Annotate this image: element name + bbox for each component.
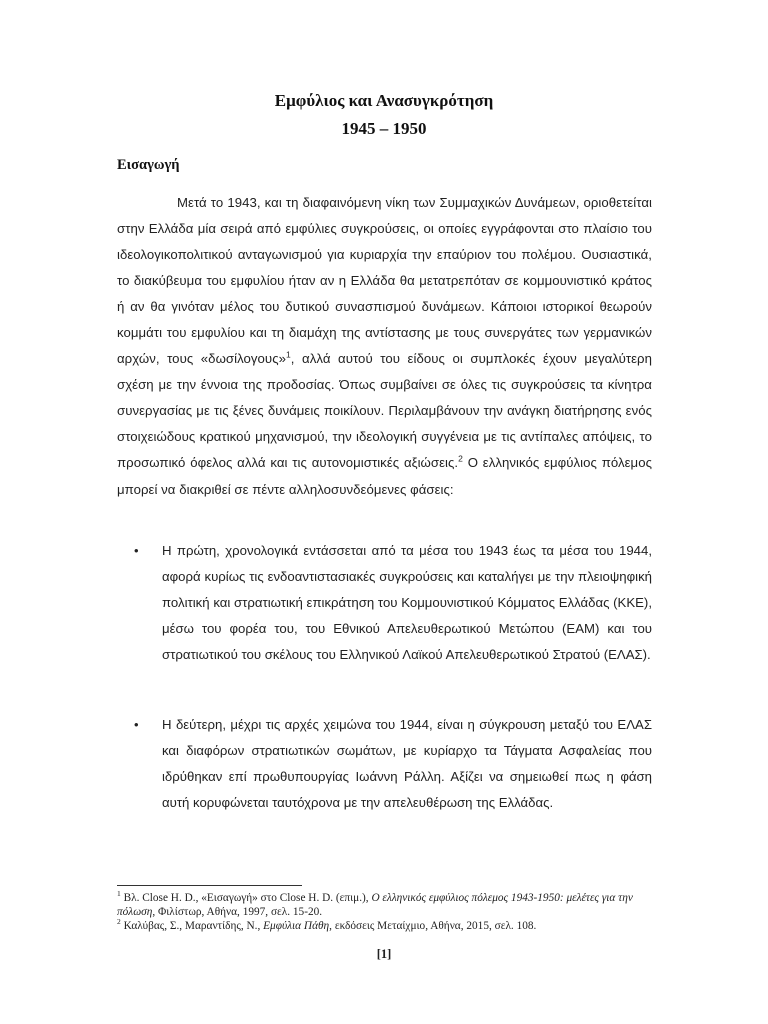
section-heading: Εισαγωγή [117,157,180,173]
footnote-ref-2[interactable]: 2 [458,454,463,465]
footnotes [117,891,657,933]
list-item [117,712,652,816]
page-number: [1] [376,947,392,961]
phase-list-item-1 [117,538,652,668]
footnote-2 [117,919,657,933]
phase-list-item-2 [117,712,652,816]
footnote-number: 1 [117,889,121,899]
bullet-icon: • [134,543,139,558]
footnote-book-title: Εμφύλια Πάθη [263,920,330,932]
intro-text-part3: Ο ελληνικός εμφύλιος πόλεμος μπορεί να διακριθεί σε πέντε αλληλοσυνδεόμενες φάσεις: [117,455,652,497]
list-item [117,538,652,668]
footnote-ref-1[interactable]: 1 [286,349,291,360]
footnote-separator [117,885,302,886]
footnote-text: Βλ. Close H. D., «Εισαγωγή» στο Close H. D. (επιμ.), [120,892,372,904]
intro-text-part2: , αλλά αυτού του είδους οι συμπλοκές έχουν μεγαλύτερη σχέση με την έννοια της προδοσίας. Όπως συμβαίνει σε όλες τις συγκρούσεις τα κίνητρα συνεργασίας με τις ξένες δυνάμεις ποικίλουν. Περιλαμβάνουν την ανάγκη διατήρησης ενός στοιχειώδους κρατικού μηχανισμού, την ιδεολογική συγγένεια με τις αντίπαλες απόψεις, το προσωπικό όφελος αλλά και τις αυτονομιστικές αξιώσεις. [117,351,652,471]
intro-text-part1: Μετά το 1943, και τη διαφαινόμενη νίκη των Συμμαχικών Δυνάμεων, οριοθετείται στην Ελλάδα μία σειρά από εμφύλιες συγκρούσεις, οι οποίες εγγράφονται στο πλαίσιο του ιδεολογικοπολιτικού ανταγωνισμού για κυριαρχία την επαύριον του πολέμου. Ουσιαστικά, το διακύβευμα του εμφυλίου ήταν αν η Ελλάδα θα μετατρεπόταν σε κομμουνιστικό κράτος ή αν θα γινόταν μέλος του δυτικού συνασπισμού δυνάμεων. Κάποιοι ιστορικοί θεωρούν κομμάτι του εμφυλίου και τη διαμάχη της αντίστασης με τους συνεργάτες των γερμανικών αρχών, τους «δωσίλογους» [117,195,652,367]
document-date-range: 1945 – 1950 [341,119,427,138]
document-title: Εμφύλιος και Ανασυγκρότηση [274,91,494,110]
bullet-icon: • [134,717,139,732]
footnote-1 [117,891,657,919]
footnote-text: , εκδόσεις Μεταίχμιο, Αθήνα, 2015, σελ. 108. [329,920,537,932]
footnote-text: , Φιλίστωρ, Αθήνα, 1997, σελ. 15-20. [152,906,323,918]
footnote-number: 2 [117,917,121,927]
footnote-book-title: Ο ελληνικός εμφύλιος πόλεμος 1943-1950: μελέτες για την πόλωση [117,892,633,918]
footnote-text: Καλύβας, Σ., Μαραντίδης, Ν., [120,920,264,932]
intro-body [117,190,652,503]
intro-paragraph [117,190,652,503]
list-item-text: Η δεύτερη, μέχρι τις αρχές χειμώνα του 1944, είναι η σύγκρουση μεταξύ του ΕΛΑΣ και διαφόρων στρατιωτικών σωμάτων, με κυρίαρχο τα Τάγματα Ασφαλείας που ιδρύθηκαν επί πρωθυπουργίας Ιωάννη Ράλλη. Αξίζει να σημειωθεί πως η φάση αυτή κορυφώνεται ταυτόχρονα με την απελευθέρωση της Ελλάδας. [162,717,652,811]
list-item-text: Η πρώτη, χρονολογικά εντάσσεται από τα μέσα του 1943 έως τα μέσα του 1944, αφορά κυρίως τις ενδοαντιστασιακές συγκρούσεις και καταλήγει με την πλειοψηφική πολιτική και στρατιωτική επικράτηση του Κομμουνιστικού Κόμματος Ελλάδας (ΚΚΕ), μέσω του φορέα του, του Εθνικού Απελευθερωτικού Μετώπου (ΕΑΜ) και του στρατιωτικού του σκέλους του Ελληνικού Λαϊκού Απελευθερωτικού Στρατού (ΕΛΑΣ). [162,543,652,663]
